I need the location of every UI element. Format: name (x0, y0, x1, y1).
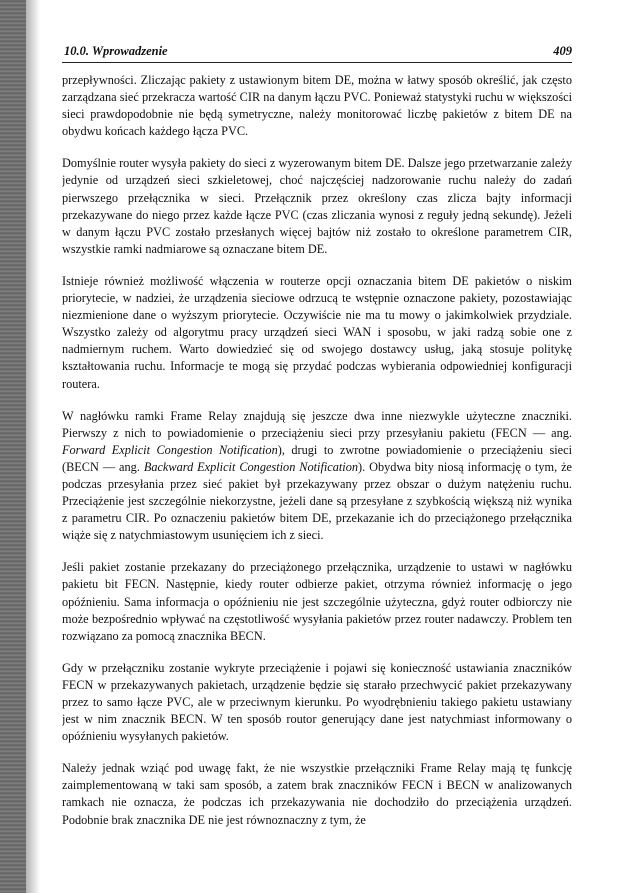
paragraph-1 (62, 72, 572, 140)
section-title: 10.0. Wprowadzenie (64, 44, 168, 58)
paragraph-5 (62, 559, 572, 644)
paragraph-6 (62, 660, 572, 745)
text-run: Jeśli pakiet zostanie przekazany do przeciążonego przełącznika, urządzenie to ustawi w nagłówku pakietu bit FECN. Następnie, kiedy router odbierze pakiet, otrzyma również informację o jego opóźnieniu. Sama informacja o opóźnieniu nie jest szczególnie użyteczna, gdyż router odbiorczy nie może bezpośrednio wpływać na częstotliwość wysyłania pakietów przez router nadawczy. Problem ten rozwiązano za pomocą znacznika BECN. (62, 560, 572, 643)
paragraph-4 (62, 408, 572, 545)
paragraph-2 (62, 155, 572, 258)
running-header (62, 40, 572, 63)
binding-fade (26, 0, 40, 893)
text-run: Należy jednak wziąć pod uwagę fakt, że nie wszystkie przełączniki Frame Relay mają tę funkcję zaimplementowaną w taki sam sposób, a zatem brak znaczników FECN i BECN w analizowanych ramkach nie oznacza, że podczas ich przekazywania nie dochodziło do przeciążenia urządzeń. Podobnie brak znacznika DE nie jest równoznaczny z tym, że (62, 761, 572, 827)
text-run: Domyślnie router wysyła pakiety do sieci z wyzerowanym bitem DE. Dalsze jego przetwarzanie zależy jedynie od urządzeń sieci szkieletowej, choć najczęściej nadzorowanie ruchu należy do zadań pierwszego przełącznika w sieci. Przełącznik przez określony czas zlicza bajty informacji przekazywane do niego przez każde łącze PVC (czas zliczania wynosi z reguły jedną sekundę). Jeżeli w danym łączu PVC zostało przesłanych więcej bajtów niż zostało to określone parametrem CIR, wszystkie ramki nadmiarowe są oznaczane bitem DE. (62, 156, 572, 256)
page-body (62, 72, 572, 890)
paragraph-7 (62, 760, 572, 828)
fecn-term: Forward Explicit Congestion Notification (62, 442, 278, 457)
text-run: ), drugi to zwrotne powiadomienie o przeciążeniu sieci (BECN — ang. (62, 442, 572, 474)
text-run: Gdy w przełączniku zostanie wykryte przeciążenie i pojawi się konieczność ustawiania znaczników FECN w przekazywanych pakietach, urządzenie będzie się starało przechwycić pakiet przekazywany przez to samo łącze PVC, ale w przeciwnym kierunku. Po wyodrębnieniu takiego pakietu ustawiany jest w nim znacznik BECN. W ten sposób routor generujący dane jest natychmiast informowany o opóźnieniu wysyłanych pakietów. (62, 660, 572, 744)
book-binding-shadow (0, 0, 26, 893)
becn-term: Backward Explicit Congestion Notification (143, 459, 359, 474)
text-run: W nagłówku ramki Frame Relay znajdują się jeszcze dwa inne niezwykle użyteczne znaczniki. Pierwszy z nich to powiadomienie o przeciążeniu sieci przy przesyłaniu pakietu (FECN — ang. (62, 408, 572, 440)
text-run: przepływności. Zliczając pakiety z ustawionym bitem DE, można w łatwy sposób określić, jak często zarządzana sieć przekracza wartość CIR na danym łączu PVC. Ponieważ statystyki ruchu w większości sieci prawdopodobnie nie będą symetryczne, należy monitorować liczbę pakietów z bitem DE na obydwu końcach każdego łącza PVC. (62, 73, 572, 139)
paragraph-3 (62, 273, 572, 393)
text-run: ). Obydwa bity niosą informację o tym, że podczas przesyłania przez sieć pakiet był przekazywany przez obszar o dużym natężeniu ruchu. Przeciążenie jest szczególnie niekorzystne, jeżeli dane są przesyłane z szybkością większą niż wynika z parametru CIR. Po oznaczeniu pakietów bitem DE, przekazanie ich do przeciążonego przełącznika wiąże się z natychmiastowym usunięciem ich z sieci. (62, 459, 572, 543)
page-number: 409 (553, 44, 572, 58)
text-run: Istnieje również możliwość włączenia w routerze opcji oznaczania bitem DE pakietów o niskim priorytecie, w nadziei, że urządzenia sieciowe odrzucą te wstępnie oznaczone pakiety, pozostawiając niezmienione dane o wyższym priorytecie. Oczywiście nie ma tu mowy o jakimkolwiek przydziale. Wszystko zależy od algorytmu pracy urządzeń sieci WAN i sposobu, w jaki radzą sobie one z nadmiernym ruchem. Warto dowiedzieć się od swojego dostawcy usług, jaką stosuje politykę kształtowania ruchu. Informacje te mogą się przydać podczas wybierania odpowiedniej konfiguracji routera. (62, 273, 572, 391)
